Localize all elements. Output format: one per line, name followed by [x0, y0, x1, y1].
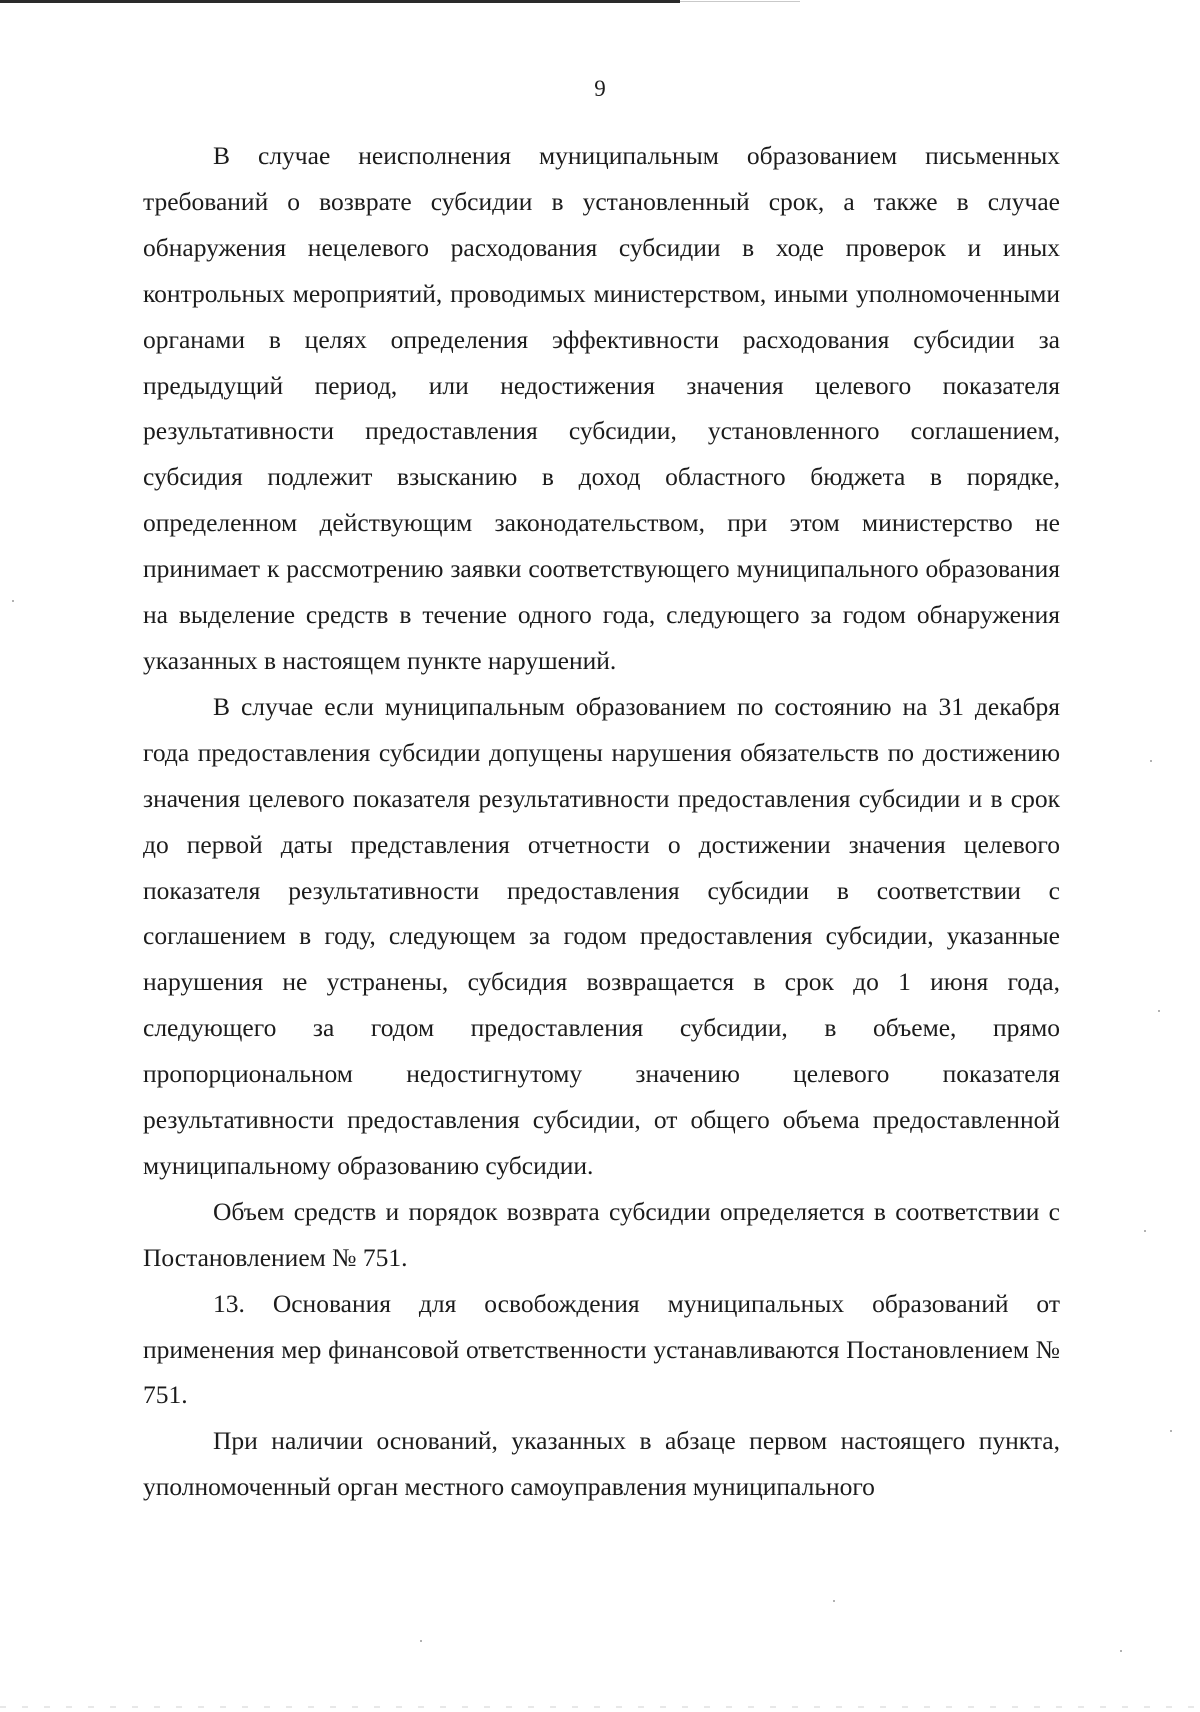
page-number: 9 — [594, 76, 606, 101]
paragraph-grounds: При наличии оснований, указанных в абзаце первом настоящего пункта, уполномоченный орган местного самоуправления муниципального — [143, 1426, 1060, 1502]
document-body — [143, 133, 1060, 1510]
paragraph-return-amount: Объем средств и порядок возврата субсидии определяется в соответствии с Постановлением № 751. — [143, 1196, 1060, 1272]
scan-speck — [12, 600, 14, 602]
scan-speck — [1170, 1430, 1172, 1432]
scan-edge-line — [0, 0, 680, 3]
paragraph-violations: В случае если муниципальным образованием по состоянию на 31 декабря года предоставления субсидии допущены нарушения обязательств по достижению значения целевого показателя результативности предоставления субсидии и в срок до первой даты представления отчетности о достижении значения целевого показателя результативности предоставления субсидии в соответствии с соглашением в году, следующем за годом предоставления субсидии, указанные нарушения не устранены, субсидия возвращается в срок до 1 июня года, следующего за годом предоставления субсидии, в объеме, прямо пропорциональном недостигнутому значению целевого показателя результативности предоставления субсидии, от общего объема предоставленной муниципальному образованию субсидии. — [143, 691, 1060, 1180]
scan-bottom-noise — [0, 1706, 1200, 1708]
scan-speck — [833, 1600, 835, 1602]
scan-speck — [1150, 760, 1152, 762]
paragraph-nonperformance: В случае неисполнения муниципальным образованием письменных требований о возврате субсидии в установленный срок, а также в случае обнаружения нецелевого расходования субсидии в ходе проверок и иных контрольных мероприятий, проводимых министерством, иными уполномоченными органами в целях определения эффективности расходования субсидии за предыдущий период, или недостижения значения целевого показателя результативности предоставления субсидии, установленного соглашением, субсидия подлежит взысканию в доход областного бюджета в порядке, определенном действующим законодательством, при этом министерство не принимает к рассмотрению заявки соответствующего муниципального образования на выделение средств в течение одного года, следующего за годом обнаружения указанных в настоящем пункте нарушений. — [143, 141, 1060, 675]
scan-speck — [1144, 1230, 1146, 1232]
scan-edge-line-faint — [680, 1, 800, 2]
paragraph-item-13: 13. Основания для освобождения муниципальных образований от применения мер финансовой ответственности устанавливаются Постановлением № 751. — [143, 1288, 1060, 1410]
scan-speck — [1120, 1650, 1122, 1652]
scan-speck — [1158, 1010, 1160, 1012]
scan-speck — [420, 1640, 422, 1642]
